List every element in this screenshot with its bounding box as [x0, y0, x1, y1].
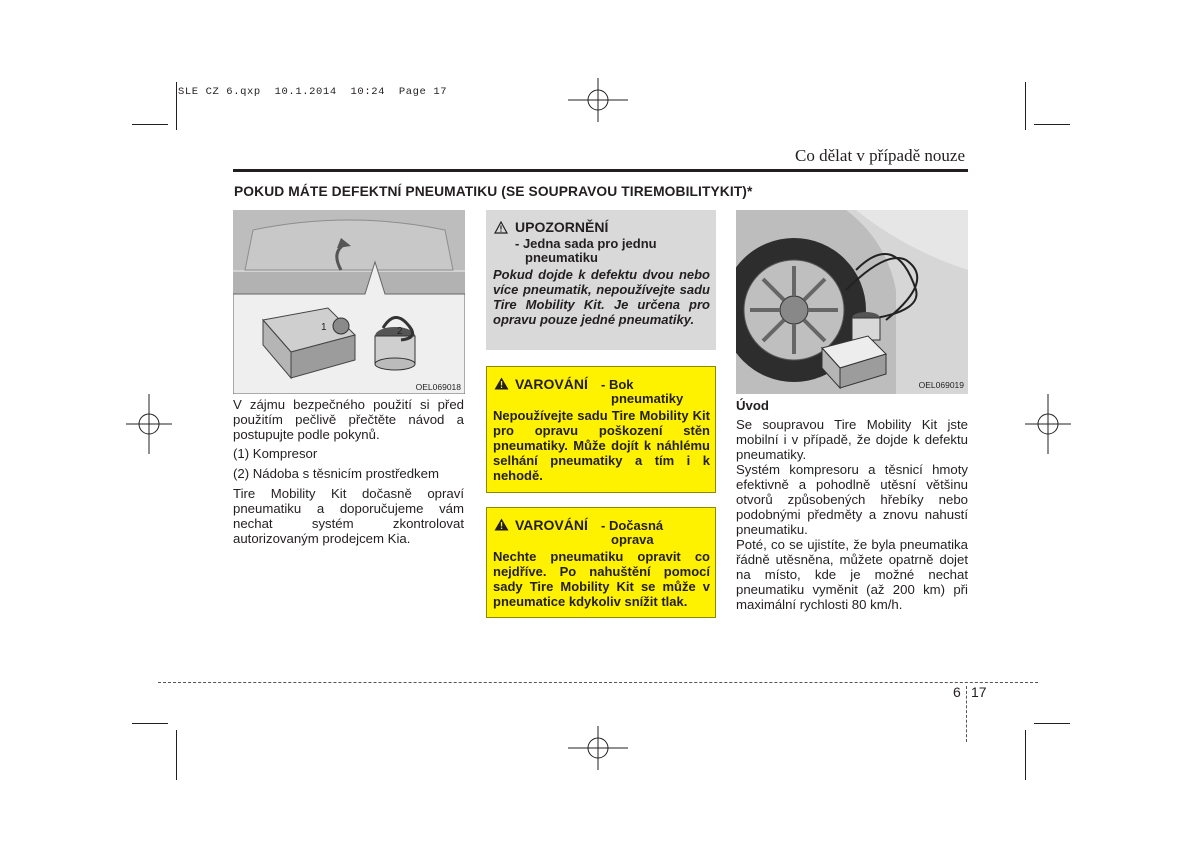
warning-temporary-repair [486, 507, 716, 618]
tire-mobility-kit-illustration [233, 210, 465, 394]
list-item-sealant-bottle: (2) Nádoba s těsnicím prostředkem [233, 466, 439, 481]
header-rule [233, 169, 968, 172]
notice-subtitle-1: - Jedna sada pro jednu [515, 236, 657, 251]
tire-inflation-illustration [736, 210, 968, 394]
paragraph-2: Systém kompresoru a těsnicí hmoty efektivně a pohodlně utěsní většinu otvorů způsobených hřebíky nebo podobnými předměty a znovu nahustí pneumatiku. [736, 462, 968, 537]
paragraph-1: Se soupravou Tire Mobility Kit jste mobilní i v případě, že dojde k defektu pneumatiky. [736, 417, 968, 462]
page-number-separator [966, 686, 968, 742]
warning-triangle-icon [494, 377, 509, 390]
warning-body: Nepoužívejte sadu Tire Mobility Kit pro opravu poškození stěn pneumatiky. Může dojít k náhlému selhání pneumatiky a tím i k nehodě. [493, 408, 710, 483]
caution-triangle-icon [494, 221, 508, 234]
figure-code: OEL069019 [918, 380, 964, 390]
intro-paragraph: V zájmu bezpečného použití si před použitím pečlivě přečtěte návod a postupujte podle pokynů. [233, 397, 464, 442]
page-title: POKUD MÁTE DEFEKTNÍ PNEUMATIKU (SE SOUPRAVOU TIREMOBILITYKIT)* [234, 184, 753, 199]
chapter-number: 6 [953, 684, 961, 700]
caution-notice [486, 210, 716, 350]
warning-subtitle-1: - Dočasná [601, 518, 664, 533]
warning-subtitle-1: - Bok [601, 377, 634, 392]
list-item-compressor: (1) Kompresor [233, 446, 318, 461]
warning-triangle-icon [494, 518, 509, 531]
warning-subtitle-2: oprava [611, 532, 654, 547]
warning-title: VAROVÁNÍ [515, 517, 588, 533]
right-column-text [736, 398, 968, 612]
warning-tire-sidewall [486, 366, 716, 493]
figure-code: OEL069018 [415, 382, 461, 392]
page-number: 17 [971, 684, 987, 700]
callout-1: 1 [321, 322, 327, 333]
intro-heading: Úvod [736, 398, 769, 413]
warning-subtitle-2: pneumatiky [611, 391, 684, 406]
warning-body: Nechte pneumatiku opravit co nejdříve. Po nahuštění pomocí sady Tire Mobility Kit se může v pneumatice kdykoliv snížit tlak. [493, 549, 710, 609]
notice-body: Pokud dojde k defektu dvou nebo více pneumatik, nepoužívejte sadu Tire Mobility Kit. Je určena pro opravu pouze jedné pneumatiky. [493, 267, 710, 327]
outro-paragraph: Tire Mobility Kit dočasně opraví pneumatiku a doporučujeme vám nechat systém zkontrolovat autorizovaným prodejcem Kia. [233, 486, 464, 546]
warning-title: VAROVÁNÍ [515, 376, 588, 392]
callout-2: 2 [397, 326, 403, 337]
print-slug: SLE CZ 6.qxp 10.1.2014 10:24 Page 17 [178, 86, 448, 98]
section-title: Co dělat v případě nouze [795, 146, 965, 165]
notice-subtitle-2: pneumatiku [525, 250, 598, 265]
footer-rule [158, 682, 1038, 683]
left-column-text [233, 397, 464, 546]
paragraph-3: Poté, co se ujistíte, že byla pneumatika řádně utěsněna, můžete opatrně dojet na místo, kde je možné nechat pneumatiku vyměnit (až 200 km) při maximální rychlosti 80 km/h. [736, 537, 968, 612]
notice-title: UPOZORNĚNÍ [515, 219, 609, 235]
